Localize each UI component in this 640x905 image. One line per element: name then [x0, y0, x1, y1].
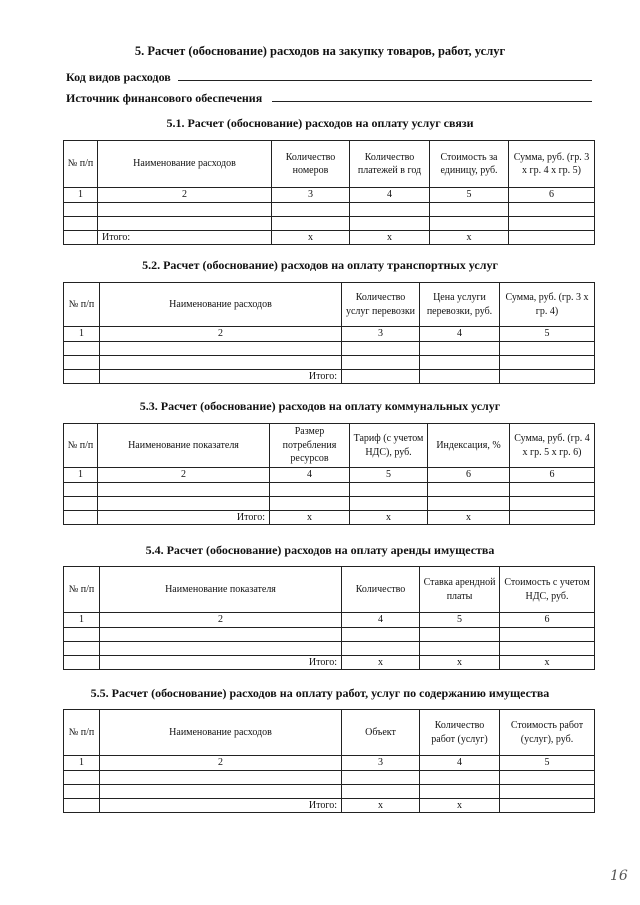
table-row	[64, 216, 595, 230]
column-number: 6	[500, 613, 595, 628]
total-cell: x	[342, 655, 420, 670]
total-row	[64, 369, 595, 384]
column-number: 3	[342, 327, 420, 342]
total-label: Итого:	[100, 798, 342, 813]
header-cell: № п/п	[64, 141, 98, 188]
header-cell: Стоимость с учетом НДС, руб.	[500, 567, 595, 613]
source-line	[272, 101, 592, 102]
column-number: 5	[500, 327, 595, 342]
header-cell: № п/п	[64, 710, 100, 756]
table-row	[64, 482, 595, 496]
header-cell: № п/п	[64, 283, 100, 327]
column-number: 1	[64, 188, 98, 203]
section-5-5-title: 5.5. Расчет (обоснование) расходов на оплату работ, услуг по содержанию имущества	[90, 686, 550, 700]
total-cell: x	[350, 230, 430, 245]
header-cell: Количество услуг перевозки	[342, 283, 420, 327]
header-cell: Цена услуги перевозки, руб.	[420, 283, 500, 327]
total-cell: x	[272, 230, 350, 245]
header-cell: № п/п	[64, 424, 98, 468]
column-number: 4	[420, 756, 500, 771]
column-number: 4	[342, 613, 420, 628]
header-cell: Количество работ (услуг)	[420, 710, 500, 756]
table-row	[64, 202, 595, 216]
column-number: 2	[100, 327, 342, 342]
header-cell: Ставка арендной платы	[420, 567, 500, 613]
column-number: 4	[270, 468, 350, 483]
column-number: 5	[420, 613, 500, 628]
page-number: 16	[610, 868, 628, 884]
header-cell: Количество номеров	[272, 141, 350, 188]
table-5-5	[63, 709, 595, 813]
header-cell: Наименование показателя	[98, 424, 270, 468]
total-row	[64, 510, 595, 525]
column-number: 4	[420, 327, 500, 342]
header-cell: Индексация, %	[428, 424, 510, 468]
source-label: Источник финансового обеспечения	[66, 91, 263, 105]
section-5-3-title: 5.3. Расчет (обоснование) расходов на оплату коммунальных услуг	[139, 399, 501, 413]
table-5-1	[63, 140, 595, 245]
total-label: Итого:	[98, 230, 272, 245]
total-cell: x	[270, 510, 350, 525]
column-number: 2	[98, 468, 270, 483]
header-cell: Стоимость за единицу, руб.	[430, 141, 509, 188]
section-5-2-title: 5.2. Расчет (обоснование) расходов на оплату транспортных услуг	[142, 258, 498, 272]
table-5-4	[63, 566, 595, 670]
total-cell: x	[500, 655, 595, 670]
column-number: 1	[64, 756, 100, 771]
table-row	[64, 641, 595, 655]
kod-vidov-raskhodov-label: Код видов расходов	[66, 70, 171, 84]
kod-vidov-raskhodov-line	[178, 80, 592, 81]
column-number: 1	[64, 613, 100, 628]
column-number: 2	[100, 756, 342, 771]
column-number: 5	[430, 188, 509, 203]
column-number: 1	[64, 327, 100, 342]
column-number: 4	[350, 188, 430, 203]
header-cell: Количество	[342, 567, 420, 613]
header-cell: Сумма, руб. (гр. 4 х гр. 5 х гр. 6)	[510, 424, 595, 468]
table-row	[64, 784, 595, 798]
total-cell: x	[420, 655, 500, 670]
total-cell: x	[420, 798, 500, 813]
header-cell: Стоимость работ (услуг), руб.	[500, 710, 595, 756]
table-row	[64, 770, 595, 784]
table-row	[64, 496, 595, 510]
column-number: 1	[64, 468, 98, 483]
header-cell: Количество платежей в год	[350, 141, 430, 188]
table-row	[64, 355, 595, 369]
column-number: 2	[98, 188, 272, 203]
table-row	[64, 341, 595, 355]
column-number: 2	[100, 613, 342, 628]
table-row	[64, 627, 595, 641]
header-cell: № п/п	[64, 567, 100, 613]
header-cell: Наименование расходов	[98, 141, 272, 188]
total-row	[64, 798, 595, 813]
total-cell: x	[430, 230, 509, 245]
table-5-3	[63, 423, 595, 525]
column-number: 5	[350, 468, 428, 483]
header-cell: Наименование показателя	[100, 567, 342, 613]
total-cell: x	[342, 798, 420, 813]
total-label: Итого:	[100, 655, 342, 670]
column-number: 5	[500, 756, 595, 771]
section-5-4-title: 5.4. Расчет (обоснование) расходов на оплату аренды имущества	[145, 543, 495, 557]
total-cell: x	[428, 510, 510, 525]
total-cell: x	[350, 510, 428, 525]
table-5-2	[63, 282, 595, 384]
column-number: 6	[428, 468, 510, 483]
column-number: 3	[272, 188, 350, 203]
header-cell: Сумма, руб. (гр. 3 х гр. 4 х гр. 5)	[509, 141, 595, 188]
section-5-1-title: 5.1. Расчет (обоснование) расходов на оплату услуг связи	[166, 116, 474, 130]
column-number: 6	[509, 188, 595, 203]
total-row	[64, 230, 595, 245]
header-cell: Объект	[342, 710, 420, 756]
header-cell: Сумма, руб. (гр. 3 х гр. 4)	[500, 283, 595, 327]
column-number: 3	[342, 756, 420, 771]
total-label: Итого:	[100, 369, 342, 384]
header-cell: Тариф (с учетом НДС), руб.	[350, 424, 428, 468]
header-cell: Размер потребления ресурсов	[270, 424, 350, 468]
header-cell: Наименование расходов	[100, 710, 342, 756]
total-row	[64, 655, 595, 670]
document-title: 5. Расчет (обоснование) расходов на закупку товаров, работ, услуг	[134, 44, 506, 58]
total-label: Итого:	[98, 510, 270, 525]
header-cell: Наименование расходов	[100, 283, 342, 327]
column-number: 6	[510, 468, 595, 483]
